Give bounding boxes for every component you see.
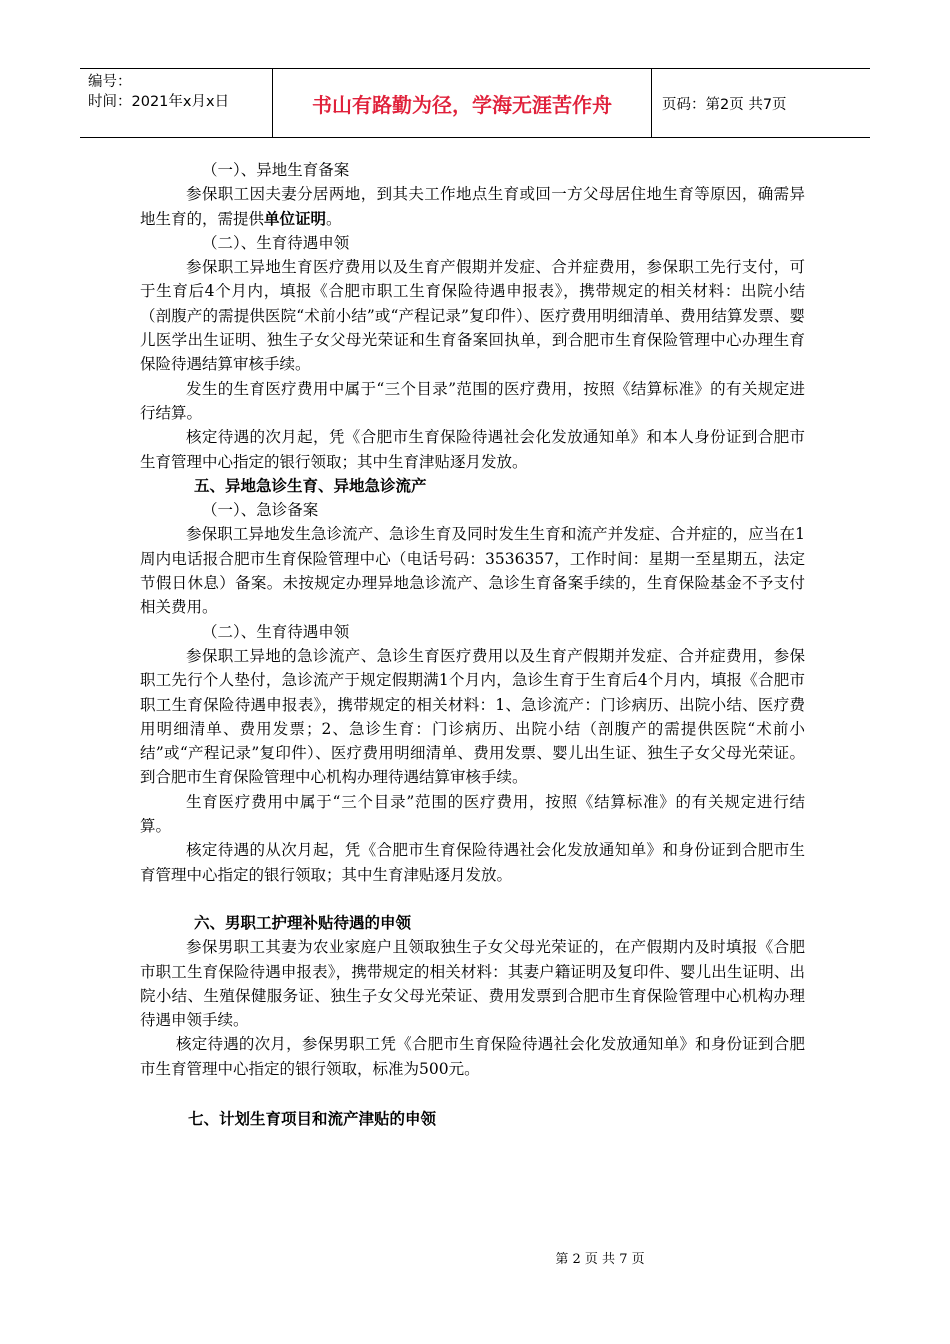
header-table: [80, 68, 870, 138]
paragraph: 参保职工异地的急诊流产、急诊生育医疗费用以及生育产假期并发症、合并症费用，参保职工先行个人垫付，急诊流产于规定假期满1个月内，急诊生育于生育后4个月内，填报《合肥市职工生育保险待遇申报表》，携带规定的相关材料：1、急诊流产：门诊病历、出院小结、医疗费用明细清单、费用发票；2、急诊生育：门诊病历、出院小结（剖腹产的需提供医院“术前小结”或“产程记录”复印件）、医疗费用明细清单、费用发票、婴儿出生证、独生子女父母光荣证。到合肥市生育保险管理中心机构办理待遇结算审核手续。: [140, 646, 805, 787]
header-motto: 书山有路勤为径，学海无涯苦作舟: [273, 69, 652, 137]
paragraph: 生育医疗费用中属于“三个目录”范围的医疗费用，按照《结算标准》的有关规定进行结算。: [140, 792, 805, 836]
header-page-number: 页码：第2页 共7页: [662, 96, 787, 113]
paragraph: 发生的生育医疗费用中属于“三个目录”范围的医疗费用，按照《结算标准》的有关规定进行结算。: [140, 379, 805, 422]
paragraph-text: 参保职工因夫妻分居两地，到其夫工作地点生育或回一方父母居住地生育等原因，确需异地生育的，需提供: [140, 185, 805, 228]
paragraph: 核定待遇的从次月起，凭《合肥市生育保险待遇社会化发放通知单》和身份证到合肥市生育管理中心指定的银行领取；其中生育津贴逐月发放。: [140, 841, 805, 884]
header-meta: [80, 69, 273, 137]
paragraph: [140, 182, 805, 231]
paragraph: 参保职工异地发生急诊流产、急诊生育及同时发生生育和流产并发症、合并症的，应当在1周内电话报合肥市生育保险管理中心（电话号码：3536357，工作时间：星期一至星期五，法定节假日休息）备案。未按规定办理异地急诊流产、急诊生育备案手续的，生育保险基金不予支付相关费用。: [140, 525, 805, 617]
section-4-1-heading: （一）、异地生育备案: [202, 161, 350, 179]
document-body: [140, 158, 805, 1131]
paragraph: 核定待遇的次月起，凭《合肥市生育保险待遇社会化发放通知单》和本人身份证到合肥市生育管理中心指定的银行领取；其中生育津贴逐月发放。: [140, 428, 805, 471]
time-label: 时间：2021年x月x日: [88, 94, 230, 110]
section-5-1-heading: （一）、急诊备案: [202, 501, 319, 520]
section-5-heading: 五、异地急诊生育、异地急诊流产: [194, 476, 427, 495]
number-label: 编号：: [88, 74, 132, 90]
footer-page-number: 第 2 页 共 7 页: [555, 1252, 645, 1267]
paragraph: 参保职工异地生育医疗费用以及生育产假期并发症、合并症费用，参保职工先行支付，可于生育后4个月内，填报《合肥市职工生育保险待遇申报表》，携带规定的相关材料：出院小结（剖腹产的需提供医院“术前小结”或“产程记录”复印件）、医疗费用明细清单、费用结算发票、婴儿医学出生证明、独生子女父母光荣证和生育备案回执单，到合肥市生育保险管理中心办理生育保险待遇结算审核手续。: [140, 258, 805, 374]
page-footer: [0, 1248, 950, 1267]
bold-text: 单位证明: [264, 209, 327, 228]
section-7-heading: 七、计划生育项目和流产津贴的申领: [188, 1109, 437, 1128]
spacer: [140, 1081, 805, 1107]
paragraph-end: 。: [326, 209, 342, 228]
section-6-heading: 六、男职工护理补贴待遇的申领: [194, 913, 412, 932]
section-5-2-heading: （二）、生育待遇申领: [202, 622, 350, 641]
paragraph: 参保男职工其妻为农业家庭户且领取独生子女父母光荣证的，在产假期内及时填报《合肥市职工生育保险待遇申报表》，携带规定的相关材料：其妻户籍证明及复印件、婴儿出生证明、出院小结、生殖保健服务证、独生子女父母光荣证、费用发票到合肥市生育保险管理中心机构办理待遇申领手续。: [140, 938, 805, 1030]
paragraph: 核定待遇的次月，参保男职工凭《合肥市生育保险待遇社会化发放通知单》和身份证到合肥市生育管理中心指定的银行领取，标准为500元。: [140, 1035, 805, 1078]
spacer: [140, 887, 805, 911]
section-4-2-heading: （二）、生育待遇申领: [202, 233, 350, 252]
